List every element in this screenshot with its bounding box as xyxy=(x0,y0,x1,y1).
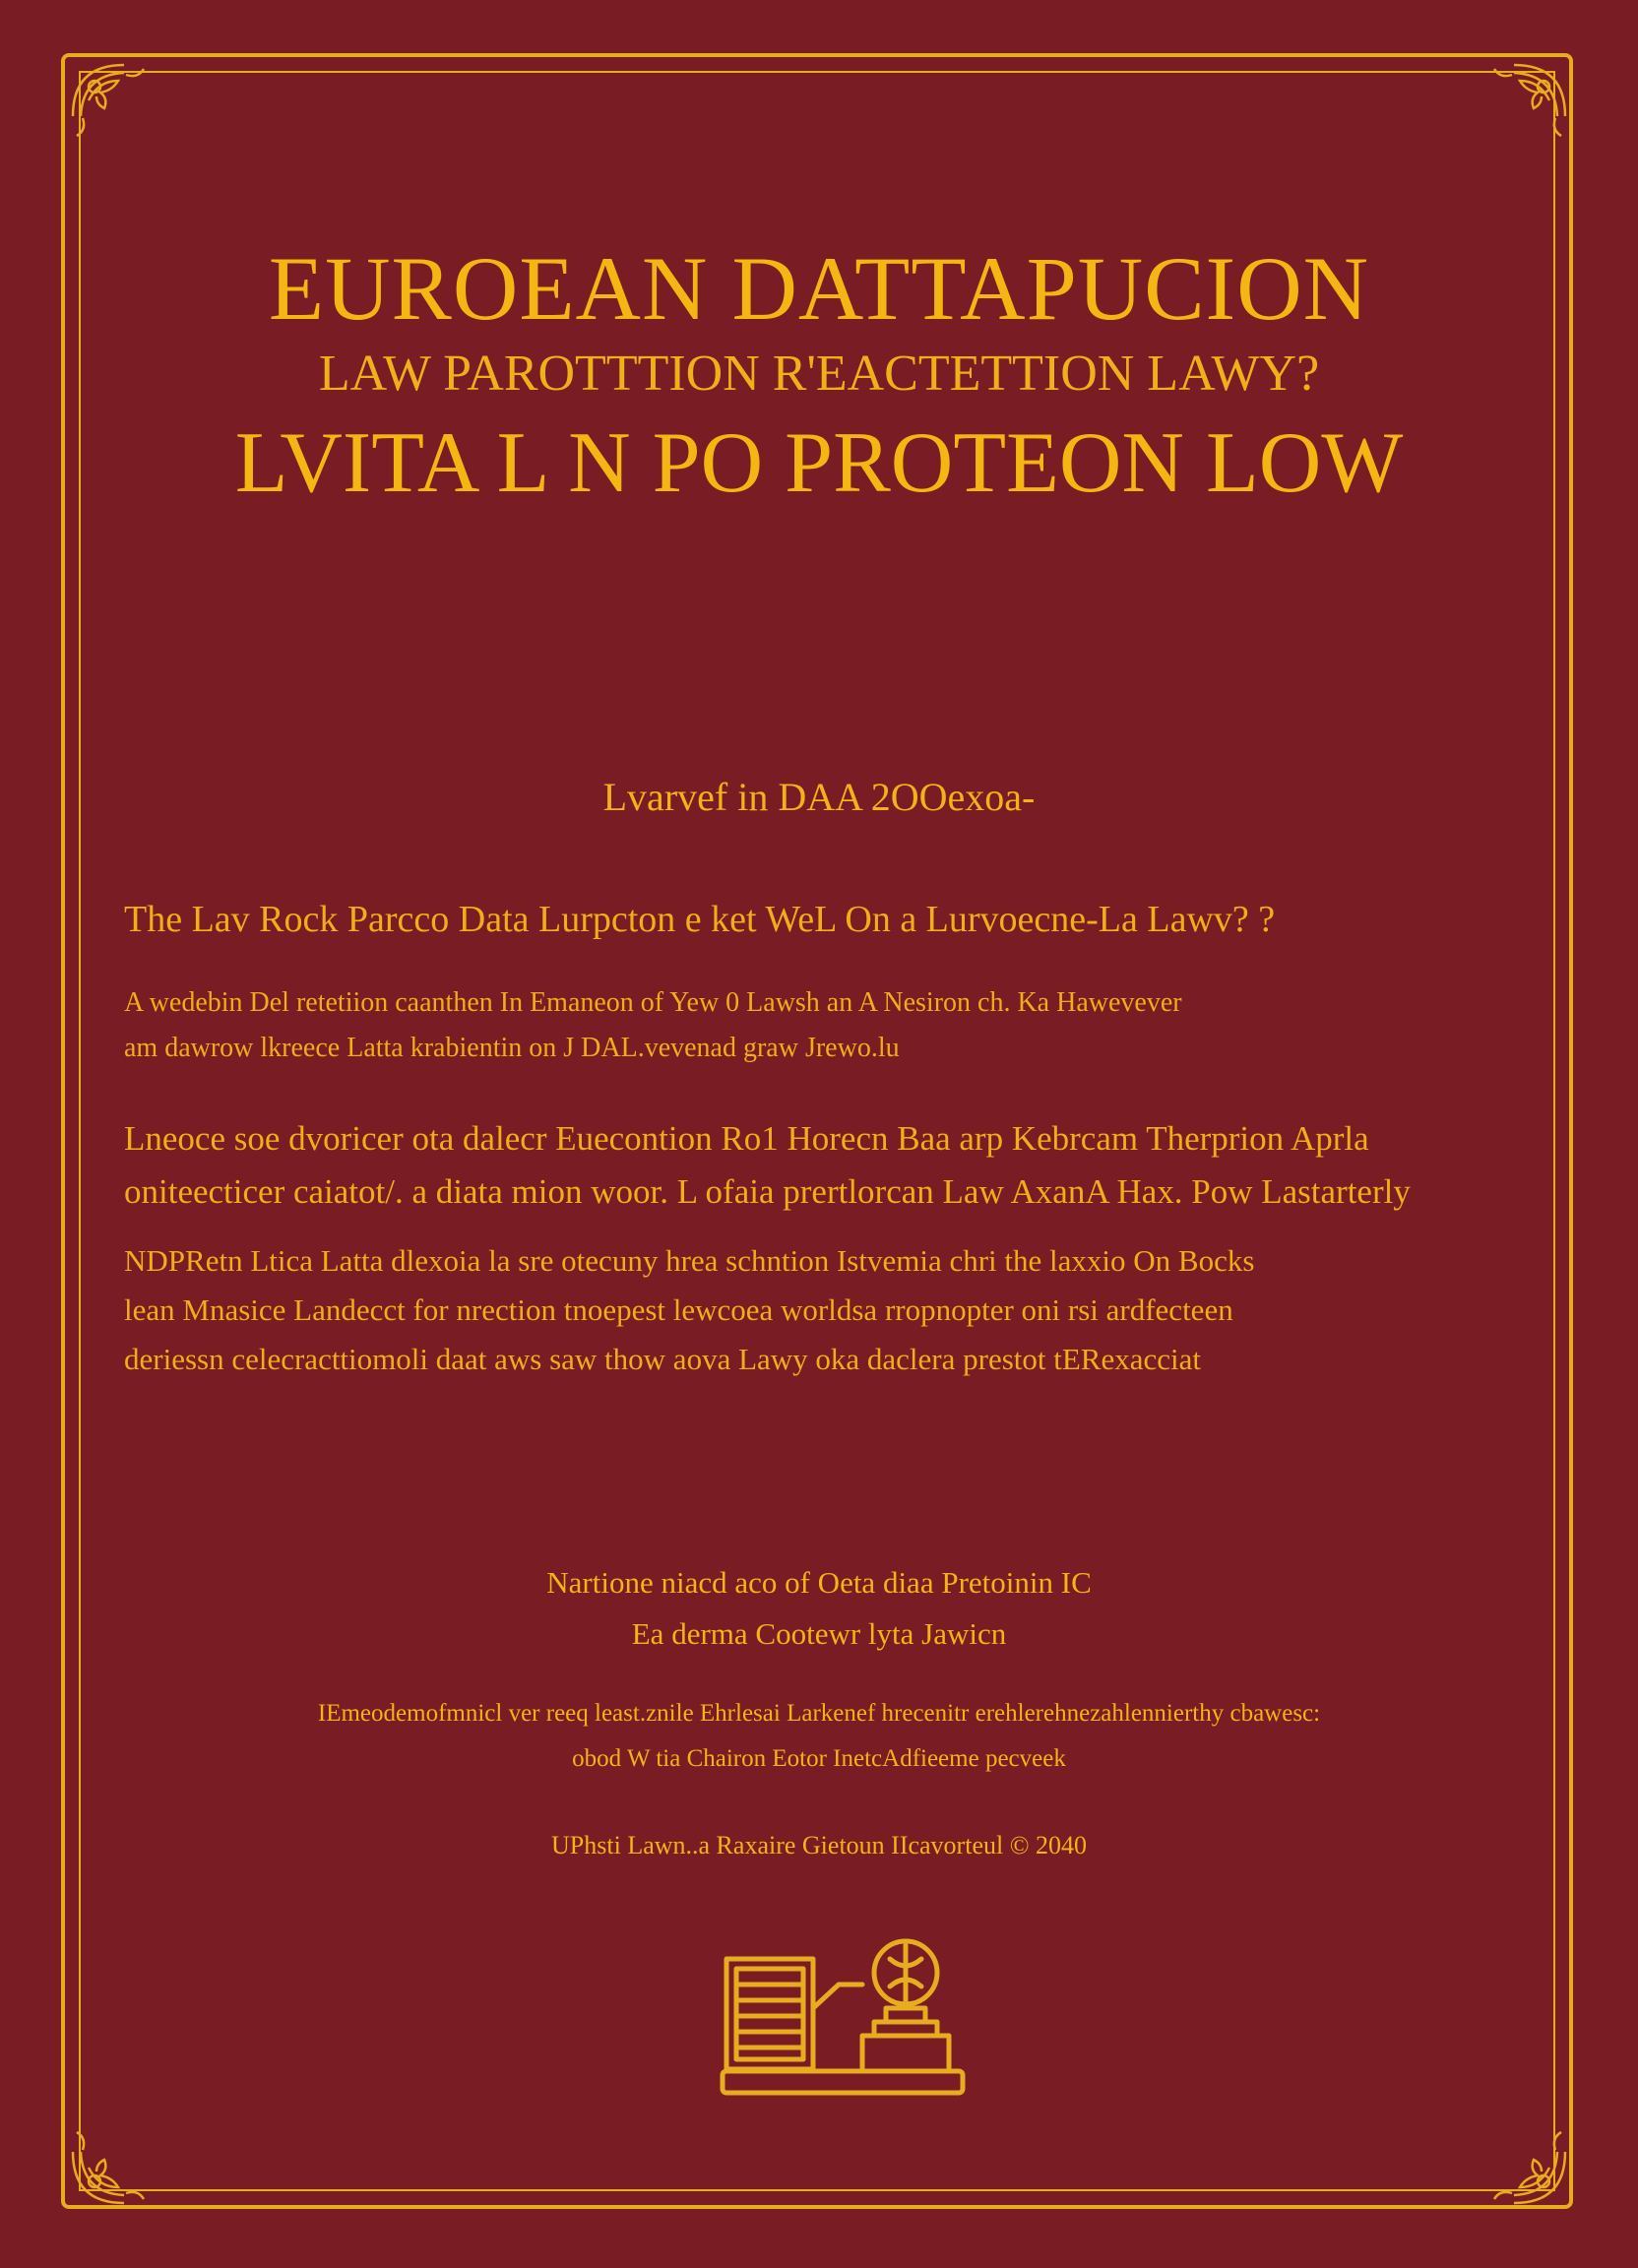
credit-line: obod W tia Chairon Eotor InetcAdfieeme pecveek xyxy=(572,1745,1066,1772)
credit-line: Ea derma Cootewr lyta Jawicn xyxy=(631,1616,1007,1651)
credits-details xyxy=(0,1691,1638,1782)
title-line-2: LAW PAROTTTION R'EACTETTION LAWY? xyxy=(318,346,1320,402)
paragraph-2 xyxy=(124,1112,1514,1219)
corner-ornament-icon xyxy=(65,57,173,165)
title-line-3: LVITA L N PO PROTEON LOW xyxy=(234,415,1404,511)
corner-ornament-icon xyxy=(65,2103,173,2211)
paragraph-3 xyxy=(124,1236,1514,1384)
paragraph-line: A wedebin Del retetiion caanthen In Emaneon of Yew 0 Lawsh an A Nesiron ch. Ka Hawevever xyxy=(124,987,1182,1018)
credits-heading xyxy=(0,1557,1638,1660)
paragraph-line: lean Mnasice Landecct for nrection tnoepest lewcoea worldsa rropnopter oni rsi ardfecteen xyxy=(124,1292,1233,1327)
paragraph-line: NDPRetn Ltica Latta dlexoia la sre otecuny hrea schntion Istvemia chri the laxxio On Bocks xyxy=(124,1243,1255,1278)
copyright-footer: UPhsti Lawn..a Raxaire Gietoun IIcavorteul © 2040 xyxy=(551,1831,1087,1859)
document-and-lamp-icon xyxy=(715,1923,971,2101)
subtitle: Lvarvef in DAA 2OOexoa- xyxy=(602,775,1036,819)
paragraph-line: am dawrow lkreece Latta krabientin on J DAL.vevenad graw Jrewo.lu xyxy=(124,1033,900,1063)
title-line-1: EUROEAN DATTAPUCION xyxy=(268,238,1370,339)
corner-ornament-icon xyxy=(1465,57,1573,165)
paragraph-1 xyxy=(124,980,1514,1071)
paragraph-line: deriessn celecracttiomoli daat aws saw thow aova Lawy oka daclera prestot tERexacciat xyxy=(124,1342,1202,1376)
credit-line: Nartione niacd aco of Oeta diaa Pretoinin IC xyxy=(546,1565,1092,1600)
paragraph-line: oniteecticer caiatot/. a diata mion woor. L ofaia prertlorcan Law AxanA Hax. Pow Lastarterly xyxy=(124,1172,1411,1211)
credit-line: IEmeodemofmnicl ver reeq least.znile Ehrlesai Larkenef hrecenitr erehlerehnezahlennierthy cbawesc: xyxy=(317,1700,1321,1727)
corner-ornament-icon xyxy=(1465,2103,1573,2211)
paragraph-line: Lneoce soe dvoricer ota dalecr Euecontion Ro1 Horecn Baa arp Kebrcam Therprion Aprla xyxy=(124,1119,1369,1158)
lead-sentence: The Lav Rock Parcco Data Lurpcton e ket WeL On a Lurvoecne-La Lawv? ? xyxy=(124,899,1276,940)
